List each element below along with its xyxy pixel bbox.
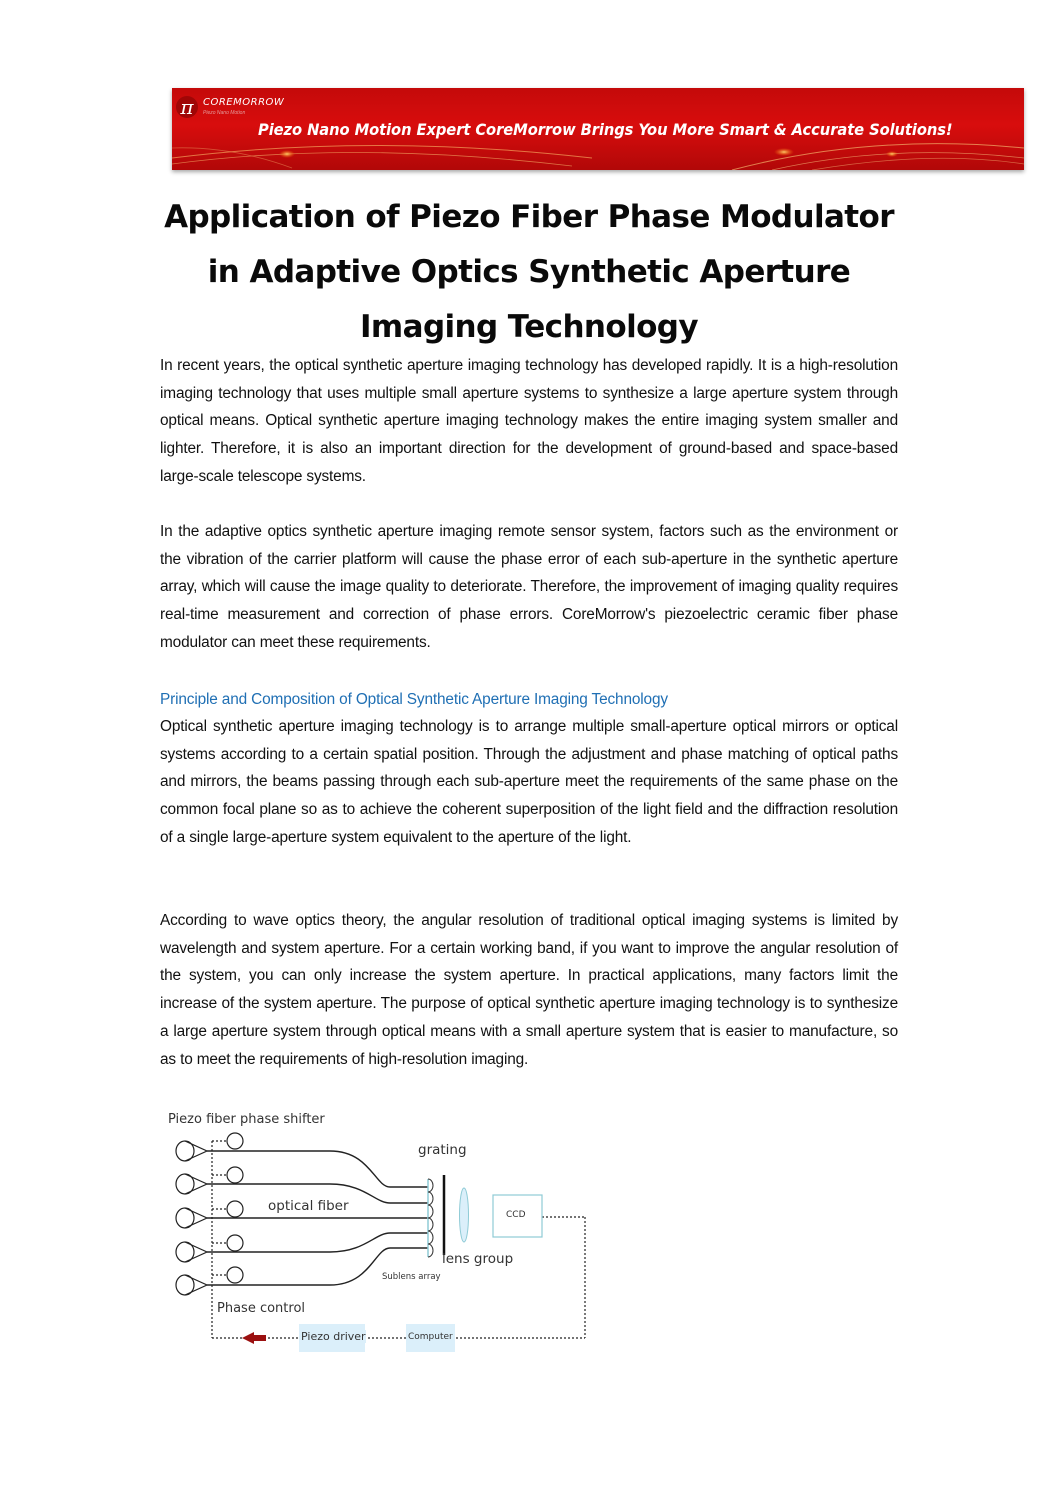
document-title	[160, 190, 898, 355]
brand-name: COREMORROW	[203, 97, 285, 108]
lens-icon	[460, 1188, 469, 1242]
label-ccd: CCD	[506, 1210, 526, 1220]
section-heading: Principle and Composition of Optical Synthetic Aperture Imaging Technology	[160, 691, 668, 708]
label-optical-fiber: optical fiber	[268, 1198, 349, 1214]
header-banner	[172, 88, 1024, 170]
label-grating: grating	[418, 1142, 467, 1158]
title-line-2: in Adaptive Optics Synthetic Aperture	[207, 254, 851, 290]
phase-shifter-circle-icons	[227, 1133, 243, 1283]
paragraph-adaptive-optics: In the adaptive optics synthetic aperture imaging remote sensor system, factors such as the environment or the vibration of the carrier platform will cause the phase error of each sub-aperture in the synthetic aperture array, which will cause the image quality to deteriorate. Therefore, the improvement of imaging quality requires real-time measurement and correction of phase errors. CoreMorrow's piezoelectric ceramic fiber phase modulator can meet these requirements.	[160, 523, 898, 651]
label-computer: Computer	[408, 1332, 453, 1342]
system-diagram	[160, 1105, 600, 1365]
paragraph-wave-optics: According to wave optics theory, the angular resolution of traditional optical imaging systems is limited by wavelength and system aperture. For a certain working band, if you want to improve the angular resolution of the system, you can only increase the system aperture. In practical applications, many factors limit the increase of the system aperture. The purpose of optical synthetic aperture imaging technology is to synthesize a large aperture system through optical means with a small aperture system that is easier to manufacture, so as to meet the requirements of high-resolution imaging.	[160, 912, 898, 1068]
sublens-array-icon	[428, 1179, 433, 1257]
title-line-3: Imaging Technology	[359, 309, 698, 345]
banner-slogan: Piezo Nano Motion Expert CoreMorrow Brings You More Smart & Accurate Solutions!	[258, 120, 953, 139]
label-piezo-driver: Piezo driver	[301, 1330, 366, 1343]
diagram-lines	[160, 1105, 600, 1365]
label-phase-shifter: Piezo fiber phase shifter	[168, 1112, 325, 1127]
label-phase-control: Phase control	[217, 1301, 306, 1316]
paragraph-intro: In recent years, the optical synthetic aperture imaging technology has developed rapidly. It is a high-resolution imaging technology that uses multiple small aperture systems to synthesize a large aperture system through optical means. Optical synthetic aperture imaging technology makes the entire imaging system smaller and lighter. Therefore, it is also an important direction for the development of ground-based and space-based large-scale telescope systems.	[160, 357, 898, 485]
label-lens-group: lens group	[442, 1251, 514, 1267]
brand-tagline: Piezo Nano Motion	[203, 110, 246, 116]
optical-fibers	[207, 1151, 428, 1285]
coremorrow-logo-icon: π	[176, 96, 198, 118]
arrow-left-icon	[242, 1332, 266, 1344]
label-sublens-array: Sublens array	[382, 1272, 441, 1282]
title-line-1: Application of Piezo Fiber Phase Modulator	[164, 199, 894, 235]
sub-aperture-cone-icons	[176, 1141, 207, 1295]
paragraph-principle: Optical synthetic aperture imaging technology is to arrange multiple small-aperture optical mirrors or optical systems according to a certain spatial position. Through the adjustment and phase matching of optical paths and mirrors, the beams passing through each sub-aperture meet the requirements of the same phase on the common focal plane so as to achieve the coherent superposition of the light field and the diffraction resolution of a single large-aperture system equivalent to the aperture of the light.	[160, 718, 898, 846]
